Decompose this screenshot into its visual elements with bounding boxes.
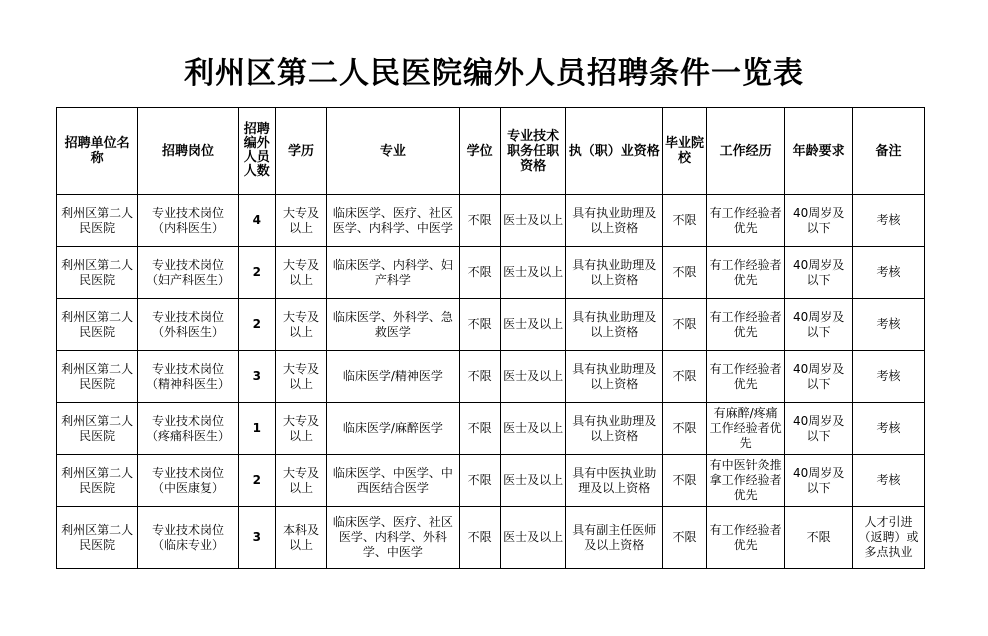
cell-title-qualification: 医士及以上	[500, 403, 566, 455]
cell-major: 临床医学/精神医学	[327, 351, 460, 403]
cell-count: 3	[238, 351, 275, 403]
cell-age: 40周岁及以下	[785, 247, 853, 299]
cell-unit: 利州区第二人民医院	[57, 247, 138, 299]
cell-experience: 有麻醉/疼痛工作经验者优先	[707, 403, 785, 455]
cell-license: 具有执业助理及以上资格	[566, 403, 663, 455]
cell-education: 大专及以上	[275, 455, 326, 507]
cell-remark: 考核	[852, 247, 924, 299]
cell-count: 2	[238, 455, 275, 507]
cell-education: 大专及以上	[275, 351, 326, 403]
cell-school: 不限	[662, 351, 706, 403]
cell-count: 1	[238, 403, 275, 455]
cell-school: 不限	[662, 455, 706, 507]
table-row	[57, 195, 925, 247]
table-row	[57, 507, 925, 569]
cell-education: 大专及以上	[275, 403, 326, 455]
page-title: 利州区第二人民医院编外人员招聘条件一览表	[184, 56, 804, 91]
cell-degree: 不限	[459, 455, 500, 507]
cell-age: 40周岁及以下	[785, 299, 853, 351]
header-count: 招聘编外人员人数	[238, 108, 275, 195]
cell-major: 临床医学、医疗、社区医学、内科学、中医学	[327, 195, 460, 247]
header-school: 毕业院校	[662, 108, 706, 195]
cell-title-qualification: 医士及以上	[500, 351, 566, 403]
cell-major: 临床医学/麻醉医学	[327, 403, 460, 455]
cell-school: 不限	[662, 299, 706, 351]
cell-school: 不限	[662, 507, 706, 569]
cell-degree: 不限	[459, 507, 500, 569]
cell-remark: 人才引进（返聘）或多点执业	[852, 507, 924, 569]
cell-experience: 有工作经验者优先	[707, 195, 785, 247]
cell-major: 临床医学、医疗、社区医学、内科学、外科学、中医学	[327, 507, 460, 569]
cell-major: 临床医学、中医学、中西医结合医学	[327, 455, 460, 507]
cell-unit: 利州区第二人民医院	[57, 195, 138, 247]
cell-degree: 不限	[459, 247, 500, 299]
cell-experience: 有工作经验者优先	[707, 299, 785, 351]
header-education: 学历	[275, 108, 326, 195]
cell-education: 大专及以上	[275, 247, 326, 299]
cell-license: 具有中医执业助理及以上资格	[566, 455, 663, 507]
cell-school: 不限	[662, 403, 706, 455]
cell-experience: 有工作经验者优先	[707, 351, 785, 403]
header-license: 执（职）业资格	[566, 108, 663, 195]
cell-remark: 考核	[852, 455, 924, 507]
cell-unit: 利州区第二人民医院	[57, 351, 138, 403]
header-position: 招聘岗位	[138, 108, 239, 195]
cell-title-qualification: 医士及以上	[500, 299, 566, 351]
cell-unit: 利州区第二人民医院	[57, 403, 138, 455]
cell-age: 不限	[785, 507, 853, 569]
header-row	[57, 108, 925, 195]
header-degree: 学位	[459, 108, 500, 195]
cell-remark: 考核	[852, 351, 924, 403]
cell-position: 专业技术岗位（精神科医生）	[138, 351, 239, 403]
cell-education: 本科及以上	[275, 507, 326, 569]
cell-school: 不限	[662, 247, 706, 299]
header-unit: 招聘单位名称	[57, 108, 138, 195]
cell-license: 具有执业助理及以上资格	[566, 195, 663, 247]
cell-position: 专业技术岗位（临床专业）	[138, 507, 239, 569]
cell-remark: 考核	[852, 299, 924, 351]
cell-major: 临床医学、内科学、妇产科学	[327, 247, 460, 299]
table-row	[57, 299, 925, 351]
cell-license: 具有执业助理及以上资格	[566, 247, 663, 299]
cell-unit: 利州区第二人民医院	[57, 455, 138, 507]
cell-title-qualification: 医士及以上	[500, 455, 566, 507]
cell-title-qualification: 医士及以上	[500, 507, 566, 569]
cell-degree: 不限	[459, 351, 500, 403]
cell-school: 不限	[662, 195, 706, 247]
cell-position: 专业技术岗位（内科医生）	[138, 195, 239, 247]
cell-major: 临床医学、外科学、急救医学	[327, 299, 460, 351]
cell-degree: 不限	[459, 403, 500, 455]
cell-position: 专业技术岗位（疼痛科医生）	[138, 403, 239, 455]
cell-license: 具有执业助理及以上资格	[566, 299, 663, 351]
cell-age: 40周岁及以下	[785, 195, 853, 247]
table-row	[57, 403, 925, 455]
cell-license: 具有执业助理及以上资格	[566, 351, 663, 403]
cell-age: 40周岁及以下	[785, 403, 853, 455]
cell-remark: 考核	[852, 195, 924, 247]
header-major: 专业	[327, 108, 460, 195]
cell-education: 大专及以上	[275, 195, 326, 247]
cell-experience: 有工作经验者优先	[707, 507, 785, 569]
cell-experience: 有工作经验者优先	[707, 247, 785, 299]
cell-unit: 利州区第二人民医院	[57, 299, 138, 351]
cell-degree: 不限	[459, 195, 500, 247]
cell-title-qualification: 医士及以上	[500, 195, 566, 247]
cell-remark: 考核	[852, 403, 924, 455]
table-row	[57, 455, 925, 507]
cell-license: 具有副主任医师及以上资格	[566, 507, 663, 569]
cell-position: 专业技术岗位（妇产科医生）	[138, 247, 239, 299]
table-row	[57, 351, 925, 403]
cell-count: 2	[238, 247, 275, 299]
header-experience: 工作经历	[707, 108, 785, 195]
header-age: 年龄要求	[785, 108, 853, 195]
cell-unit: 利州区第二人民医院	[57, 507, 138, 569]
cell-position: 专业技术岗位（中医康复）	[138, 455, 239, 507]
cell-education: 大专及以上	[275, 299, 326, 351]
cell-age: 40周岁及以下	[785, 455, 853, 507]
header-title-qualification: 专业技术职务任职资格	[500, 108, 566, 195]
header-remark: 备注	[852, 108, 924, 195]
cell-count: 3	[238, 507, 275, 569]
table-row	[57, 247, 925, 299]
cell-title-qualification: 医士及以上	[500, 247, 566, 299]
cell-age: 40周岁及以下	[785, 351, 853, 403]
cell-count: 2	[238, 299, 275, 351]
cell-degree: 不限	[459, 299, 500, 351]
cell-count: 4	[238, 195, 275, 247]
cell-experience: 有中医针灸推拿工作经验者优先	[707, 455, 785, 507]
cell-position: 专业技术岗位（外科医生）	[138, 299, 239, 351]
recruitment-table	[56, 107, 925, 569]
